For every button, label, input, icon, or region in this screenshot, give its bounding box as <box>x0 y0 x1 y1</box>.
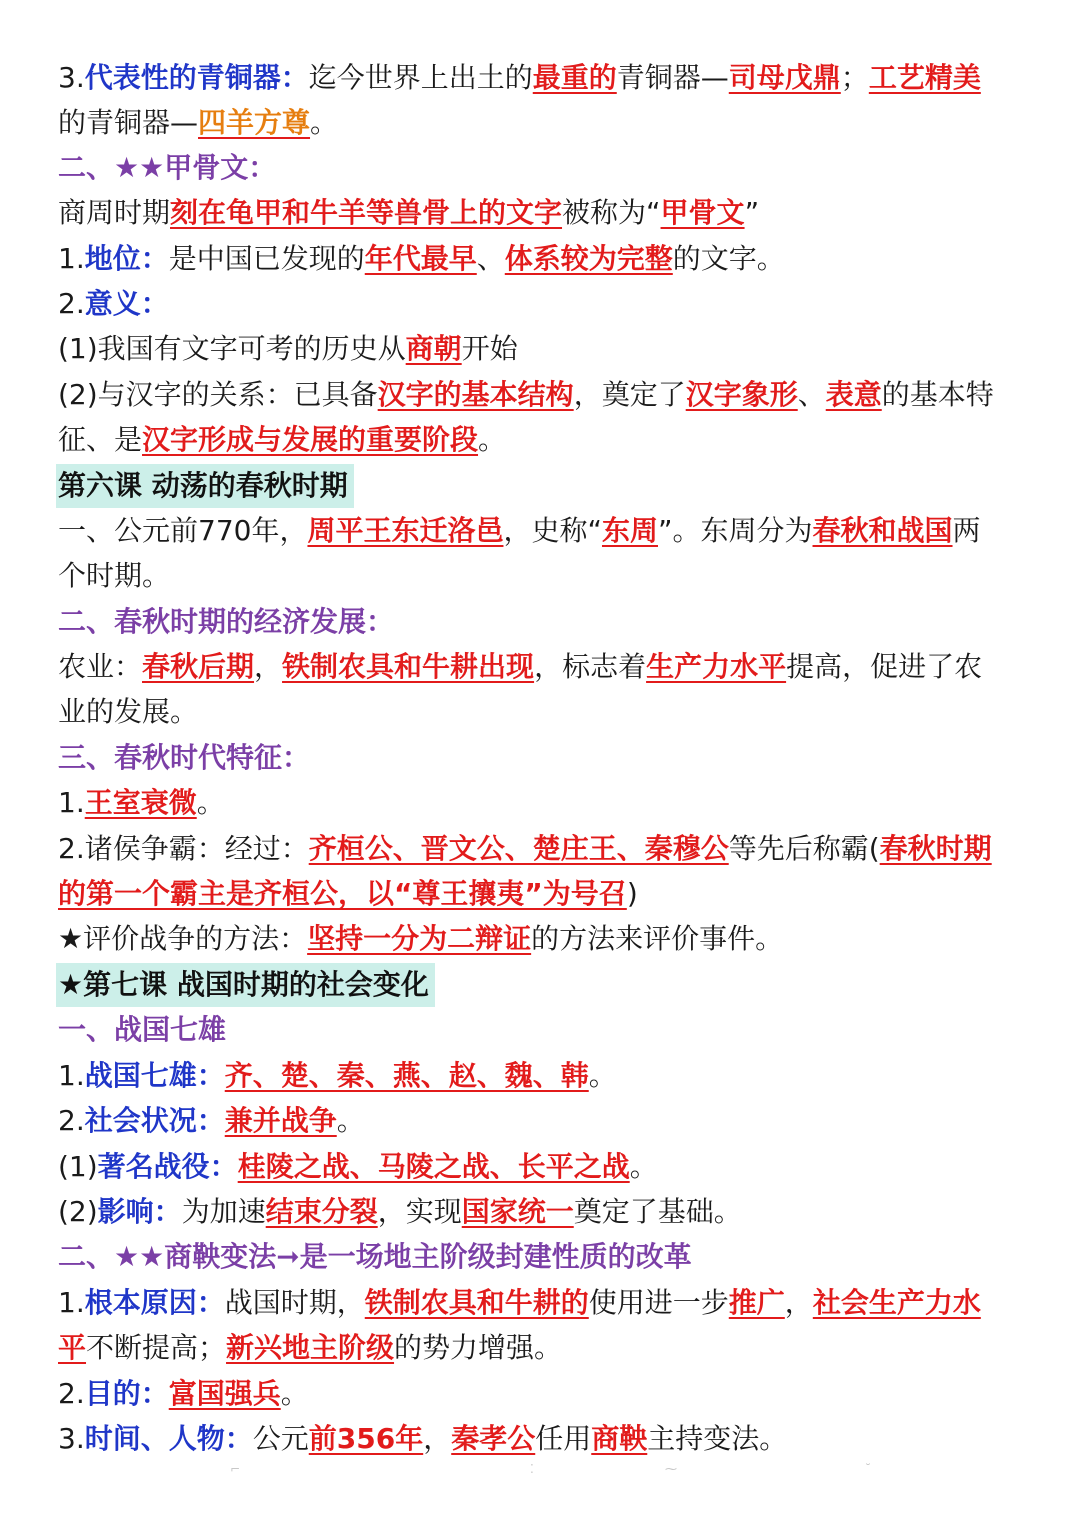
text: 。 <box>629 1150 658 1183</box>
term-label: 战国七雄： <box>84 1059 225 1092</box>
term-label: 意义： <box>84 287 169 320</box>
text: 两 <box>952 514 981 547</box>
keyword: 汉字形成与发展的重要阶段 <box>142 423 479 456</box>
section-heading-economy: 二、春秋时期的经济发展： <box>58 605 395 638</box>
keyword: 表意 <box>825 378 882 411</box>
text: ，史称“ <box>503 514 602 547</box>
keyword: 铁制农具和牛耕的 <box>364 1286 589 1319</box>
keyword: 体系较为完整 <box>504 242 673 275</box>
keyword: 商鞅 <box>591 1422 648 1455</box>
footer-mark: ⌐ <box>230 1462 241 1476</box>
footer-mark: ⁓ <box>665 1462 677 1476</box>
keyword: 王室衰微 <box>84 786 197 819</box>
footer-mark: ⁚ <box>530 1462 534 1476</box>
text: 。 <box>280 1377 309 1410</box>
keyword: 平 <box>58 1331 87 1364</box>
keyword: 刻在龟甲和牛羊等兽骨上的文字 <box>170 196 563 229</box>
agriculture-line <box>58 645 1028 689</box>
bronze-line-cont <box>58 101 1028 145</box>
text: ★评价战争的方法： <box>58 922 308 955</box>
text: ， <box>423 1422 452 1455</box>
text: ； <box>840 61 869 94</box>
keyword: 推广 <box>728 1286 785 1319</box>
seven-states-line <box>58 1054 1028 1098</box>
keyword: 最重的 <box>532 61 617 94</box>
lesson-7-title: ★第七课 战国时期的社会变化 <box>56 963 435 1007</box>
text: 。 <box>588 1059 617 1092</box>
text: 公元 <box>252 1422 309 1455</box>
bronze-line <box>58 56 1028 100</box>
keyword: 四羊方尊 <box>198 106 311 139</box>
text: 青铜器— <box>616 61 729 94</box>
text: 、 <box>797 378 826 411</box>
keyword: 甲骨文 <box>660 196 745 229</box>
text: (2)与汉字的关系：已具备 <box>58 378 378 411</box>
section-heading-shang-yang: 二、★★商鞅变法➞是一场地主阶级封建性质的改革 <box>58 1240 692 1273</box>
keyword: 东周 <box>601 514 658 547</box>
text: 提高，促进了农 <box>786 650 983 683</box>
purpose-line <box>58 1372 1028 1416</box>
text: 。 <box>310 106 339 139</box>
item-number: (1) <box>58 1150 98 1183</box>
section-heading-seven-states: 一、战国七雄 <box>58 1013 227 1046</box>
text: 的青铜器— <box>58 106 199 139</box>
item-number: 2. <box>58 1104 85 1137</box>
term-label: 目的： <box>84 1377 169 1410</box>
text: 为加速 <box>181 1195 266 1228</box>
text: 主持变法。 <box>647 1422 788 1455</box>
keyword: 兼并战争 <box>224 1104 337 1137</box>
keyword: 秦孝公 <box>451 1422 536 1455</box>
keyword: 社会生产力水 <box>812 1286 981 1319</box>
text: ， <box>784 1286 813 1319</box>
text: 被称为“ <box>562 196 661 229</box>
text: 奠定了基础。 <box>573 1195 742 1228</box>
social-status-line <box>58 1099 1028 1143</box>
oracle-meaning-2 <box>58 373 1028 417</box>
footer-mark: ˘ <box>865 1462 871 1476</box>
root-cause-cont <box>58 1326 1028 1370</box>
item-number: 2. <box>58 287 85 320</box>
text: 的文字。 <box>672 242 785 275</box>
term-label: 根本原因： <box>84 1286 225 1319</box>
keyword: 齐桓公、晋文公、楚庄王、秦穆公 <box>308 832 729 865</box>
text: 。 <box>196 786 225 819</box>
text: 商周时期 <box>58 196 171 229</box>
text: ，实现 <box>377 1195 462 1228</box>
keyword: 前356年 <box>308 1422 424 1455</box>
text: 的基本特 <box>881 378 994 411</box>
item-number: 3. <box>58 1422 85 1455</box>
section-heading-oracle: 二、★★甲骨文： <box>58 151 277 184</box>
text: 使用进一步 <box>588 1286 729 1319</box>
text: 任用 <box>535 1422 592 1455</box>
text: ) <box>626 877 638 910</box>
text: 战国时期， <box>224 1286 365 1319</box>
item-number: 2. <box>58 1377 85 1410</box>
term-label: 地位： <box>84 242 169 275</box>
section-heading-features: 三、春秋时代特征： <box>58 741 311 774</box>
term-label: 影响： <box>97 1195 182 1228</box>
text: ，奠定了 <box>573 378 686 411</box>
text: 迄今世界上出土的 <box>308 61 533 94</box>
text: 2.诸侯争霸：经过： <box>58 832 309 865</box>
cropped-footer-marks <box>0 1462 1080 1482</box>
keyword: 桂陵之战、马陵之战、长平之战 <box>237 1150 630 1183</box>
text: 征、是 <box>58 423 143 456</box>
hegemony-cont <box>58 872 1028 916</box>
keyword: 富国强兵 <box>168 1377 281 1410</box>
term-label: 时间、人物： <box>84 1422 253 1455</box>
keyword: 生产力水平 <box>646 650 787 683</box>
text: 。 <box>478 423 507 456</box>
text: ， <box>254 650 283 683</box>
term-label: 代表性的青铜器： <box>84 61 309 94</box>
text: 。 <box>336 1104 365 1137</box>
root-cause-line <box>58 1281 1028 1325</box>
text: ，标志着 <box>534 650 647 683</box>
keyword: 汉字的基本结构 <box>377 378 574 411</box>
royal-decline-line <box>58 781 1028 825</box>
keyword: 铁制农具和牛耕出现 <box>282 650 535 683</box>
keyword: 国家统一 <box>461 1195 574 1228</box>
item-number: 1. <box>58 786 85 819</box>
oracle-meaning-line <box>58 282 1028 326</box>
keyword: 齐、楚、秦、燕、赵、魏、韩 <box>224 1059 589 1092</box>
item-number: 1. <box>58 1059 85 1092</box>
keyword: 结束分裂 <box>265 1195 378 1228</box>
text: 农业： <box>58 650 143 683</box>
keyword: 春秋时期 <box>879 832 992 865</box>
war-evaluation-line <box>58 917 1028 961</box>
keyword: 工艺精美 <box>868 61 981 94</box>
text: 开始 <box>461 332 518 365</box>
keyword: 年代最早 <box>364 242 477 275</box>
text: 的方法来评价事件。 <box>531 922 784 955</box>
text: 等先后称霸( <box>728 832 880 865</box>
text: 的势力增强。 <box>394 1331 563 1364</box>
battles-line <box>58 1145 1028 1189</box>
item-number: 1. <box>58 242 85 275</box>
lesson-6-title: 第六课 动荡的春秋时期 <box>56 464 354 508</box>
term-label: 著名战役： <box>97 1150 238 1183</box>
eastern-zhou-cont: 个时期。 <box>58 559 171 592</box>
keyword: 的第一个霸主是齐桓公，以“尊王攘夷”为号召 <box>58 877 627 910</box>
agriculture-cont: 业的发展。 <box>58 695 199 728</box>
time-person-line <box>58 1417 1028 1461</box>
keyword: 商朝 <box>405 332 462 365</box>
oracle-def-line <box>58 191 1028 235</box>
keyword: 新兴地主阶级 <box>226 1331 395 1364</box>
eastern-zhou-line <box>58 509 1028 553</box>
text: 是中国已发现的 <box>168 242 365 275</box>
text: ” <box>744 196 760 229</box>
keyword: 坚持一分为二辩证 <box>307 922 532 955</box>
keyword: 春秋后期 <box>142 650 255 683</box>
influence-line <box>58 1190 1028 1234</box>
item-number: 1. <box>58 1286 85 1319</box>
oracle-status-line <box>58 237 1028 281</box>
text: (1)我国有文字可考的历史从 <box>58 332 406 365</box>
keyword: 汉字象形 <box>685 378 798 411</box>
keyword: 春秋和战国 <box>812 514 953 547</box>
term-label: 社会状况： <box>84 1104 225 1137</box>
oracle-meaning-1 <box>58 327 1028 371</box>
text: ”。东周分为 <box>658 514 813 547</box>
oracle-meaning-2-cont <box>58 418 1028 462</box>
hegemony-line <box>58 827 1028 871</box>
item-number: 3. <box>58 61 85 94</box>
text: 、 <box>476 242 505 275</box>
keyword: 司母戊鼎 <box>728 61 841 94</box>
text: 不断提高； <box>86 1331 227 1364</box>
text: 一、公元前770年， <box>58 514 308 547</box>
keyword: 周平王东迁洛邑 <box>307 514 504 547</box>
item-number: (2) <box>58 1195 98 1228</box>
